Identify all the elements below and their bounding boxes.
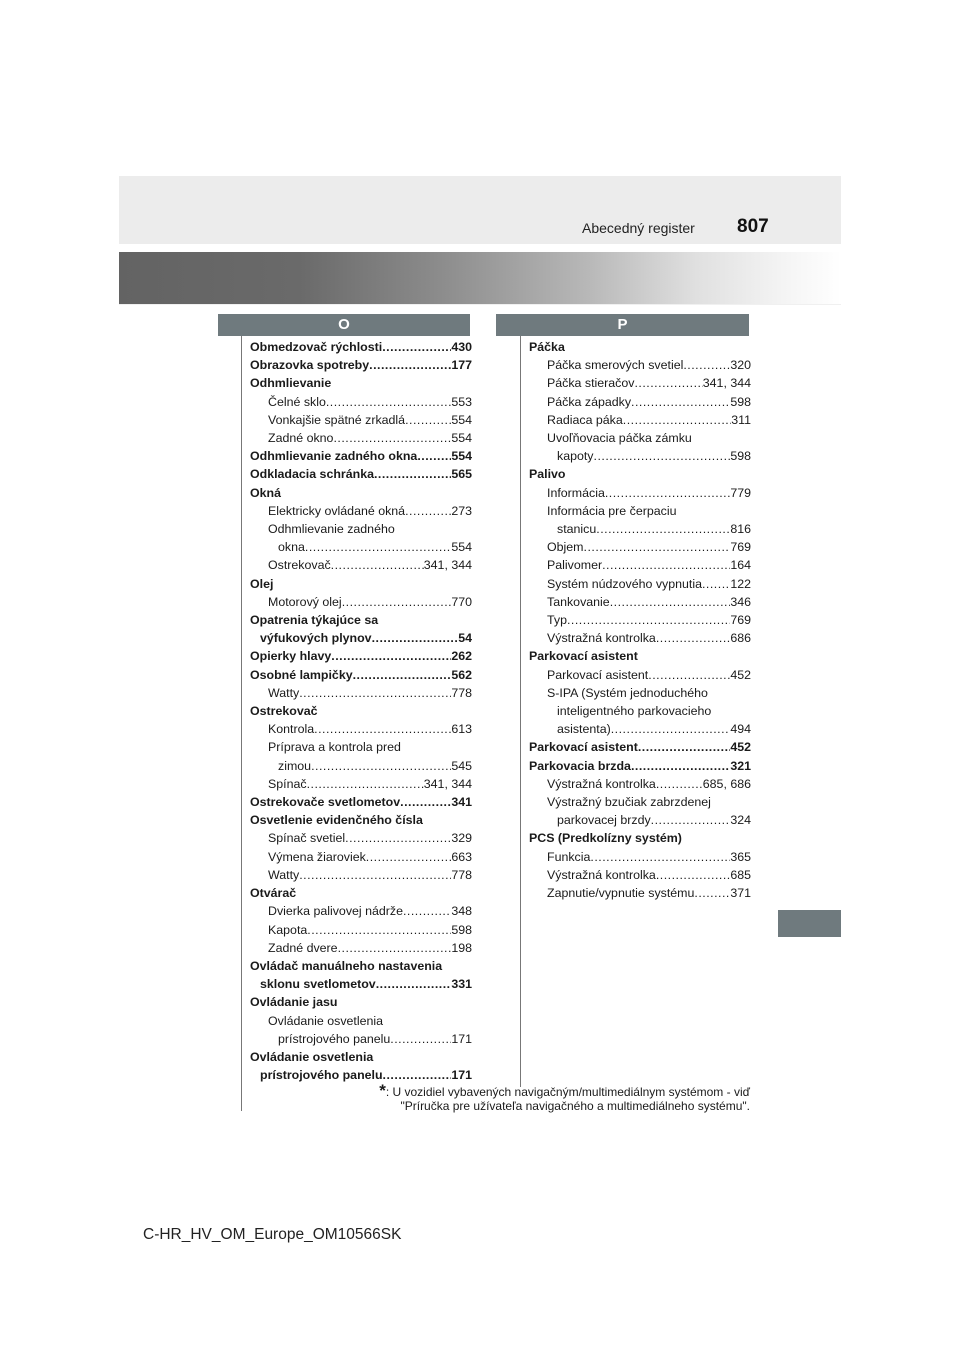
entry-page: 613 (451, 722, 472, 737)
entry-term: Príprava a kontrola pred (268, 740, 401, 755)
dot-leader (651, 811, 731, 829)
index-entry (250, 484, 472, 502)
entry-page: 663 (451, 849, 472, 864)
index-entry (250, 647, 472, 665)
entry-term: Kontrola (268, 722, 315, 737)
entry-page: 778 (451, 867, 472, 882)
entry-page: 324 (730, 813, 751, 828)
dot-leader (634, 374, 702, 392)
index-entry (250, 957, 472, 975)
index-entry (529, 593, 751, 611)
entry-page: 321 (730, 758, 751, 773)
index-entry (250, 921, 472, 939)
entry-page: 816 (730, 522, 751, 537)
entry-page: 565 (451, 467, 472, 482)
index-entry (529, 520, 751, 538)
dot-leader (702, 575, 730, 593)
dot-leader (694, 884, 730, 902)
entry-term: Výstražný bzučiak zabrzdenej (547, 795, 711, 810)
entry-term: Elektricky ovládané okná (268, 503, 406, 518)
entry-term: Zadné dvere (268, 940, 338, 955)
index-entry (250, 356, 472, 374)
index-entry (250, 593, 472, 611)
dot-leader (390, 1030, 451, 1048)
dot-leader (374, 465, 451, 483)
entry-term: Osobné lampičky (250, 667, 353, 682)
entry-page: 171 (451, 1068, 472, 1083)
index-entry (529, 720, 751, 738)
index-entry (250, 775, 472, 793)
index-entry (250, 720, 472, 738)
entry-term: Spínač (268, 776, 307, 791)
entry-page: 779 (730, 485, 751, 500)
entry-term: Watty (268, 685, 300, 700)
entry-page: 311 (731, 412, 751, 427)
entry-term: Odkladacia schránka (250, 467, 374, 482)
dot-leader (656, 775, 703, 793)
index-entry (250, 556, 472, 574)
index-entry (250, 429, 472, 447)
entry-term: Obrazovka spotreby (250, 358, 370, 373)
entry-page: 348 (451, 904, 472, 919)
entry-term: Páčka (529, 340, 565, 354)
dot-leader (683, 356, 730, 374)
entry-page: 494 (730, 722, 751, 737)
dot-leader (605, 484, 730, 502)
dot-leader (656, 866, 731, 884)
index-entry (250, 684, 472, 702)
dot-leader (403, 902, 451, 920)
footnote-line-1: : U vozidiel vybavených navigačným/multimediálnym systémom - viď (385, 1085, 750, 1099)
entry-term: Watty (268, 867, 300, 882)
index-entry (250, 1066, 472, 1084)
index-entry (529, 647, 751, 665)
dot-leader (345, 829, 451, 847)
entry-page: 341, 344 (423, 558, 472, 573)
dot-leader (648, 666, 730, 684)
entry-page: 769 (730, 613, 751, 628)
dot-leader (333, 429, 451, 447)
entry-term: Uvoľňovacia páčka zámku (547, 431, 692, 446)
dot-leader (326, 393, 451, 411)
entry-page: 554 (451, 431, 472, 446)
dot-leader (610, 593, 731, 611)
entry-page: 430 (451, 340, 472, 354)
index-entry (529, 866, 751, 884)
dot-leader (372, 629, 459, 647)
entry-page: 262 (451, 649, 472, 664)
entry-term: Parkovacia brzda (529, 758, 631, 773)
dot-leader (299, 866, 451, 884)
dot-leader (584, 538, 731, 556)
entry-term: Ovládanie osvetlenia (250, 1049, 374, 1064)
entry-term: Výstražná kontrolka (547, 867, 656, 882)
index-entry (250, 520, 472, 538)
entry-term: Opatrenia týkajúce sa (250, 613, 379, 628)
entry-page: 341, 344 (702, 376, 751, 391)
index-entry (250, 866, 472, 884)
entry-term: Odhmlievanie (250, 376, 332, 391)
section-title: Abecedný register (582, 220, 695, 236)
dot-leader (656, 629, 731, 647)
entry-page: 685, 686 (702, 776, 751, 791)
dot-leader (405, 411, 451, 429)
index-entry (250, 666, 472, 684)
dot-leader (311, 757, 451, 775)
index-entry (529, 629, 751, 647)
column-divider (520, 336, 521, 1087)
entry-term: Odhmlievanie zadného okna (250, 449, 418, 464)
index-entry (529, 374, 751, 392)
index-entry (250, 374, 472, 392)
entry-term: Výstražná kontrolka (547, 776, 656, 791)
entry-term: Radiaca páka (547, 412, 623, 427)
index-entry (529, 738, 751, 756)
index-entry (529, 575, 751, 593)
index-entry (529, 884, 751, 902)
entry-term: Obmedzovač rýchlosti (250, 340, 383, 354)
entry-term: Zadné okno (268, 431, 334, 446)
index-entry (250, 1048, 472, 1066)
entry-term: Parkovací asistent (529, 740, 638, 755)
dot-leader (338, 939, 452, 957)
dot-leader (631, 393, 730, 411)
dot-leader (376, 975, 452, 993)
entry-term: Olej (250, 576, 274, 591)
entry-term: Informácia pre čerpaciu (547, 503, 677, 518)
index-entry (250, 447, 472, 465)
entry-page: 177 (451, 358, 472, 373)
document-id: C-HR_HV_OM_Europe_OM10566SK (143, 1226, 402, 1243)
entry-page: 769 (730, 540, 751, 555)
dot-leader (307, 775, 424, 793)
index-entry (529, 338, 751, 356)
gradient-band (119, 252, 841, 304)
dot-leader (631, 757, 730, 775)
dot-leader (602, 556, 730, 574)
entry-term: inteligentného parkovacieho (557, 704, 712, 719)
entry-term: Okná (250, 485, 281, 500)
entry-term: Parkovací asistent (547, 667, 649, 682)
entry-term: Ostrekovač (250, 704, 318, 719)
dot-leader (307, 921, 451, 939)
entry-term: Parkovací asistent (529, 649, 638, 664)
dot-leader (405, 502, 451, 520)
index-entry (250, 611, 472, 629)
entry-term: Čelné sklo (268, 394, 326, 409)
entry-page: 598 (730, 394, 751, 409)
entry-page: 341 (451, 795, 472, 810)
dot-leader (623, 411, 731, 429)
header-rule (119, 304, 841, 305)
entry-term: Odhmlievanie zadného (268, 522, 395, 537)
index-column-o (250, 338, 472, 1084)
header-band (119, 176, 841, 244)
entry-term: asistenta) (557, 722, 611, 737)
entry-term: Výstražná kontrolka (547, 631, 656, 646)
entry-term: Dvierka palivovej nádrže (268, 904, 403, 919)
dot-leader (369, 356, 451, 374)
index-entry (250, 939, 472, 957)
dot-leader (596, 520, 730, 538)
entry-page: 122 (730, 576, 751, 591)
page-number: 807 (737, 216, 769, 237)
entry-page: 778 (451, 685, 472, 700)
dot-leader (353, 666, 452, 684)
entry-term: zimou (278, 758, 312, 773)
dot-leader (299, 684, 451, 702)
entry-term: výfukových plynov (260, 631, 372, 646)
index-entry (529, 775, 751, 793)
index-entry (529, 538, 751, 556)
dot-leader (400, 793, 451, 811)
footnote (328, 1081, 750, 1113)
entry-term: Kapota (268, 922, 308, 937)
entry-term: Ostrekovače svetlometov (250, 795, 401, 810)
entry-page: 554 (451, 540, 472, 555)
index-entry (250, 502, 472, 520)
entry-term: prístrojového panelu (260, 1068, 383, 1083)
index-entry (529, 411, 751, 429)
entry-term: Funkcia (547, 849, 591, 864)
entry-page: 341, 344 (423, 776, 472, 791)
index-entry (529, 684, 751, 702)
entry-term: Výmena žiaroviek (268, 849, 366, 864)
entry-term: Otvárač (250, 886, 297, 901)
entry-page: 164 (730, 558, 751, 573)
index-entry (250, 993, 472, 1011)
index-entry (529, 829, 751, 847)
index-entry (250, 811, 472, 829)
entry-term: Spínač svetiel (268, 831, 346, 846)
index-entry (250, 393, 472, 411)
index-entry (250, 1012, 472, 1030)
entry-page: 171 (451, 1031, 472, 1046)
index-entry (529, 793, 751, 811)
entry-term: PCS (Predkolízny systém) (529, 831, 682, 846)
index-entry (529, 356, 751, 374)
dot-leader (331, 647, 451, 665)
entry-page: 686 (730, 631, 751, 646)
entry-page: 545 (451, 758, 472, 773)
entry-page: 685 (730, 867, 751, 882)
index-entry (250, 538, 472, 556)
index-entry (529, 666, 751, 684)
index-entry (250, 793, 472, 811)
dot-leader (567, 611, 730, 629)
dot-leader (305, 538, 451, 556)
entry-page: 54 (458, 631, 472, 646)
entry-page: 554 (451, 449, 472, 464)
dot-leader (417, 447, 451, 465)
index-entry (250, 465, 472, 483)
entry-term: S-IPA (Systém jednoduchého (547, 685, 708, 700)
entry-page: 331 (451, 977, 472, 992)
dot-leader (382, 338, 451, 356)
index-entry (250, 848, 472, 866)
entry-term: Ovládač manuálneho nastavenia (250, 958, 443, 973)
dot-leader (611, 720, 731, 738)
entry-term: Ovládanie osvetlenia (268, 1013, 384, 1028)
index-entry (250, 738, 472, 756)
index-entry (250, 757, 472, 775)
entry-term: Vonkajšie spätné zrkadlá (268, 412, 406, 427)
entry-term: prístrojového panelu (278, 1031, 391, 1046)
entry-term: Páčka smerových svetiel (547, 358, 684, 373)
entry-term: Ostrekovač (268, 558, 331, 573)
index-entry (250, 702, 472, 720)
entry-term: kapoty (557, 449, 594, 464)
entry-term: sklonu svetlometov (260, 977, 376, 992)
entry-term: Tankovanie (547, 594, 610, 609)
index-entry (529, 757, 751, 775)
entry-page: 371 (730, 886, 751, 901)
entry-term: parkovacej brzdy (557, 813, 651, 828)
entry-page: 562 (451, 667, 472, 682)
dot-leader (342, 593, 452, 611)
index-entry (250, 884, 472, 902)
entry-page: 452 (730, 740, 751, 755)
entry-page: 598 (451, 922, 472, 937)
index-entry (529, 502, 751, 520)
letter-heading-p: P (496, 314, 749, 336)
left-margin-line (241, 336, 242, 1111)
index-entry (250, 629, 472, 647)
footnote-line-2: "Príručka pre užívateľa navigačného a multimediálneho systému". (400, 1099, 750, 1113)
entry-term: Osvetlenie evidenčného čísla (250, 813, 423, 828)
entry-page: 553 (451, 394, 472, 409)
entry-page: 770 (451, 594, 472, 609)
entry-page: 598 (730, 449, 751, 464)
index-entry (250, 575, 472, 593)
entry-page: 329 (451, 831, 472, 846)
entry-page: 554 (451, 412, 472, 427)
entry-term: Systém núdzového vypnutia (547, 576, 702, 591)
entry-page: 346 (730, 594, 751, 609)
chapter-side-tab (778, 910, 841, 937)
entry-term: stanicu (557, 522, 597, 537)
entry-term: Ovládanie jasu (250, 995, 338, 1010)
entry-term: Informácia (547, 485, 605, 500)
index-entry (529, 429, 751, 447)
index-entry (529, 848, 751, 866)
entry-term: Palivo (529, 467, 566, 482)
entry-term: Objem (547, 540, 584, 555)
dot-leader (331, 556, 424, 574)
entry-page: 452 (730, 667, 751, 682)
dot-leader (590, 848, 730, 866)
entry-term: Motorový olej (268, 594, 342, 609)
index-entry (250, 902, 472, 920)
entry-page: 273 (451, 503, 472, 518)
dot-leader (594, 447, 731, 465)
footnote-marker: * (379, 1081, 386, 1100)
index-entry (529, 484, 751, 502)
index-entry (529, 465, 751, 483)
dot-leader (638, 738, 730, 756)
entry-page: 320 (730, 358, 751, 373)
entry-term: Páčka stieračov (547, 376, 635, 391)
index-entry (529, 447, 751, 465)
index-entry (250, 411, 472, 429)
index-entry (250, 975, 472, 993)
index-entry (529, 393, 751, 411)
dot-leader (366, 848, 452, 866)
index-entry (529, 702, 751, 720)
entry-page: 365 (730, 849, 751, 864)
entry-page: 198 (451, 940, 472, 955)
index-entry (529, 811, 751, 829)
entry-term: Zapnutie/vypnutie systému (547, 886, 695, 901)
dot-leader (383, 1066, 452, 1084)
dot-leader (314, 720, 451, 738)
entry-term: Páčka západky (547, 394, 632, 409)
entry-term: okna (278, 540, 305, 555)
letter-heading-o: O (218, 314, 470, 336)
entry-term: Typ (547, 613, 567, 628)
index-entry (529, 611, 751, 629)
entry-term: Opierky hlavy (250, 649, 332, 664)
index-entry (529, 556, 751, 574)
index-entry (250, 1030, 472, 1048)
index-column-p (529, 338, 751, 902)
entry-term: Palivomer (547, 558, 603, 573)
index-entry (250, 829, 472, 847)
index-entry (250, 338, 472, 356)
